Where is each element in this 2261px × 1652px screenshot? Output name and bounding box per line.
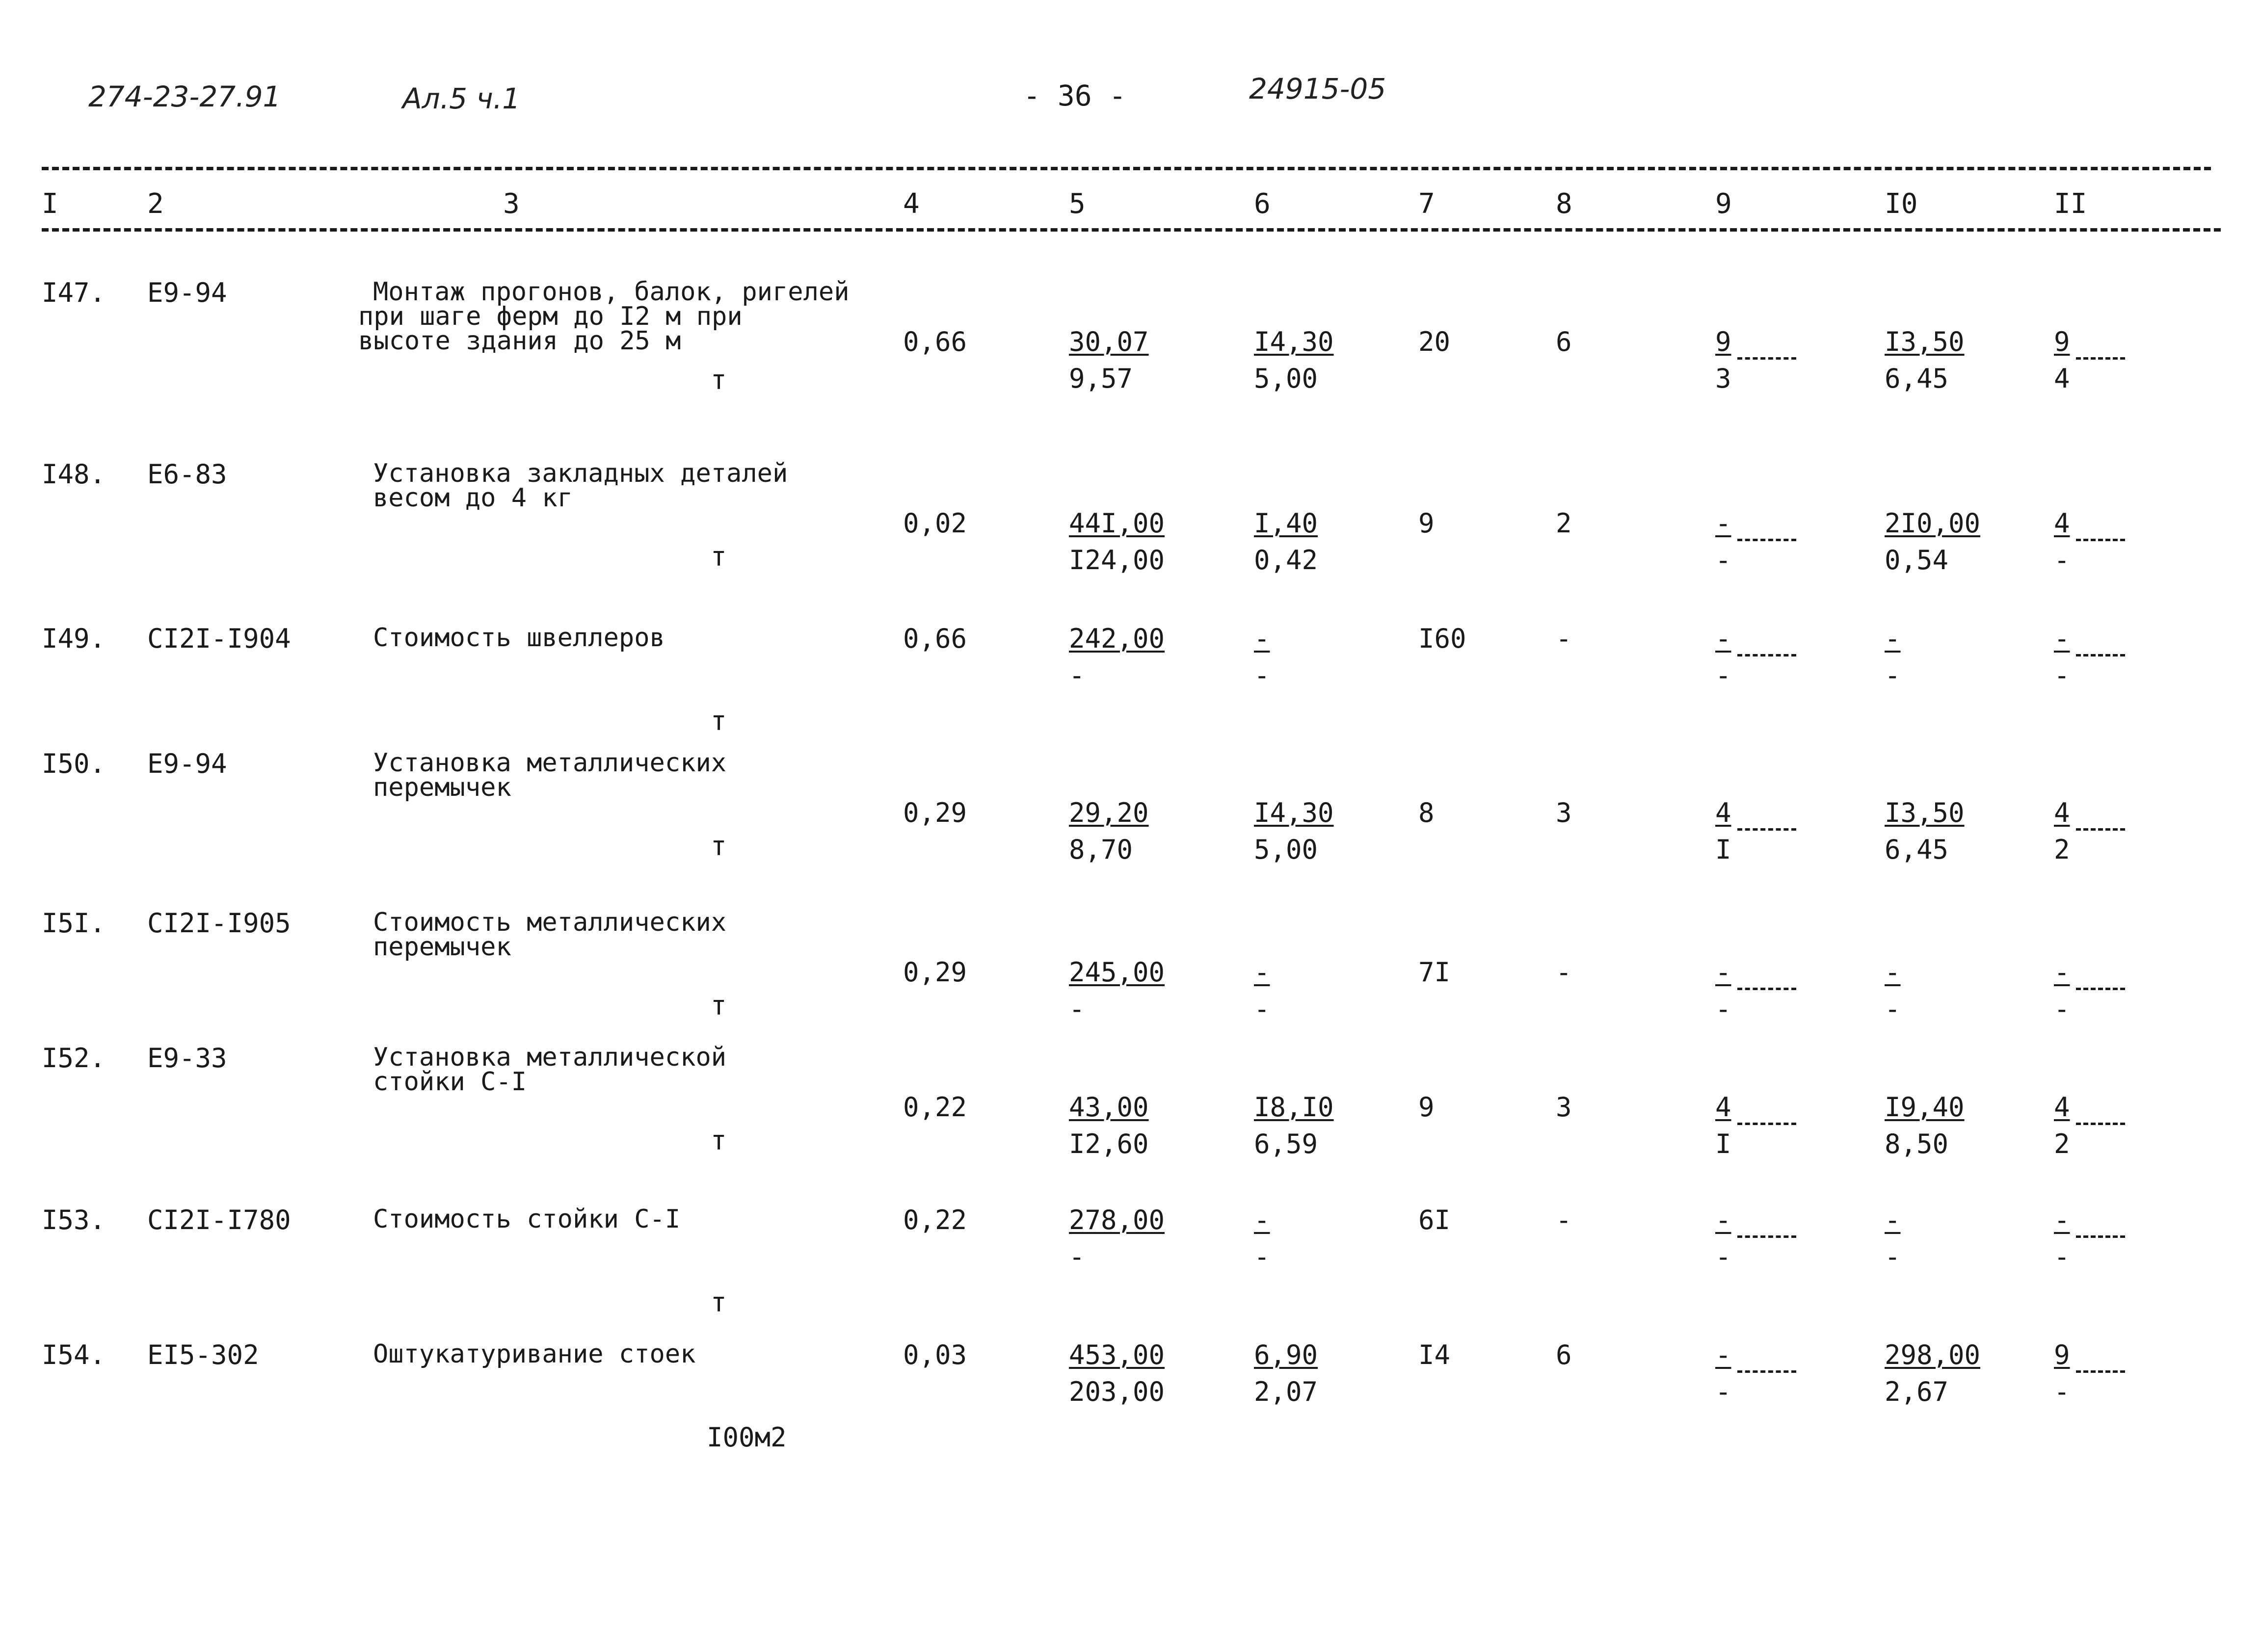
col10-value-numerator: - (1885, 957, 1901, 988)
work-description-line: Установка закладных деталей (373, 459, 788, 488)
unit-cost-denominator: I2,60 (1069, 1128, 1149, 1159)
work-description-line: Оштукатуривание стоек (373, 1339, 696, 1369)
unit-cost-numerator: 44I,00 (1069, 508, 1165, 539)
rate-code: CI2I-I905 (147, 908, 291, 939)
col9-value-numerator: - (1715, 623, 1731, 654)
unit-cost-numerator: 29,20 (1069, 797, 1149, 828)
col9-value-numerator: - (1715, 508, 1731, 539)
work-description-line: Стоимость швеллеров (373, 623, 665, 653)
col9-value-numerator: 9 (1715, 326, 1731, 357)
labor-hours: 9 (1418, 508, 1435, 539)
row-number: I50. (42, 748, 106, 779)
rate-code: CI2I-I904 (147, 623, 291, 654)
unit-of-measure: т (711, 1287, 727, 1318)
col10-value-numerator: - (1885, 623, 1901, 654)
column-header: II (2054, 188, 2087, 220)
labor-hours: 6I (1418, 1205, 1451, 1235)
unit-cost-denominator: 203,00 (1069, 1376, 1165, 1407)
column-header: 9 (1715, 188, 1732, 220)
machine-hours: 2 (1556, 508, 1572, 539)
fraction-blank-line (2076, 654, 2125, 656)
wage-cost-denominator: 2,07 (1254, 1376, 1318, 1407)
col11-value-denominator: 2 (2054, 1128, 2070, 1159)
rate-code: EI5-302 (147, 1339, 259, 1370)
col11-value-numerator: - (2054, 957, 2070, 988)
col10-value-denominator: - (1885, 660, 1901, 691)
fraction-blank-line (2076, 828, 2125, 831)
col11-value-denominator: - (2054, 1376, 2070, 1407)
column-header: 7 (1418, 188, 1435, 220)
col11-value-numerator: 4 (2054, 1092, 2070, 1123)
unit-cost-numerator: 278,00 (1069, 1205, 1165, 1235)
col10-value-denominator: 6,45 (1885, 363, 1949, 394)
wage-cost-numerator: I,40 (1254, 508, 1318, 539)
labor-hours: 20 (1418, 326, 1451, 357)
wage-cost-numerator: - (1254, 623, 1270, 654)
wage-cost-denominator: - (1254, 994, 1270, 1024)
quantity: 0,22 (903, 1092, 967, 1123)
machine-hours: 3 (1556, 797, 1572, 828)
unit-cost-numerator: 245,00 (1069, 957, 1165, 988)
work-description-line: Установка металлической (373, 1043, 727, 1072)
quantity: 0,22 (903, 1205, 967, 1235)
wage-cost-denominator: - (1254, 660, 1270, 691)
col10-value-numerator: - (1885, 1205, 1901, 1235)
column-header: I (42, 188, 58, 220)
fraction-blank-line (2076, 357, 2125, 360)
unit-of-measure: I00м2 (707, 1422, 787, 1453)
row-number: I47. (42, 277, 106, 308)
fraction-blank-line (1737, 1235, 1796, 1238)
unit-of-measure: т (711, 990, 727, 1021)
col9-value-denominator: I (1715, 834, 1731, 865)
unit-cost-numerator: 453,00 (1069, 1339, 1165, 1370)
work-description-line: Установка металлических (373, 748, 727, 778)
unit-cost-denominator: - (1069, 994, 1085, 1024)
col9-value-denominator: - (1715, 994, 1731, 1024)
fraction-blank-line (2076, 988, 2125, 990)
column-header: 4 (903, 188, 920, 220)
col9-value-numerator: - (1715, 1205, 1731, 1235)
col9-value-numerator: - (1715, 1339, 1731, 1370)
labor-hours: 9 (1418, 1092, 1435, 1123)
wage-cost-numerator: I8,I0 (1254, 1092, 1334, 1123)
col11-value-denominator: 2 (2054, 834, 2070, 865)
rate-code: E9-33 (147, 1043, 227, 1074)
unit-cost-numerator: 43,00 (1069, 1092, 1149, 1123)
machine-hours: 6 (1556, 326, 1572, 357)
row-number: I52. (42, 1043, 106, 1074)
col11-value-denominator: - (2054, 1241, 2070, 1272)
unit-cost-denominator: - (1069, 660, 1085, 691)
column-header: I0 (1885, 188, 1918, 220)
column-header: 3 (503, 188, 520, 220)
stamp-number: 24915-05 (1249, 72, 1386, 105)
col9-value-denominator: 3 (1715, 363, 1731, 394)
quantity: 0,03 (903, 1339, 967, 1370)
col11-value-numerator: 4 (2054, 797, 2070, 828)
col10-value-denominator: 8,50 (1885, 1128, 1949, 1159)
header-bottom-rule (42, 228, 2221, 232)
unit-of-measure: т (711, 706, 727, 736)
col11-value-numerator: 9 (2054, 1339, 2070, 1370)
column-header: 2 (147, 188, 164, 220)
col11-value-denominator: - (2054, 545, 2070, 576)
col10-value-numerator: I3,50 (1885, 326, 1965, 357)
fraction-blank-line (1737, 357, 1796, 360)
sheet-reference: Ал.5 ч.1 (402, 82, 521, 115)
row-number: I53. (42, 1205, 106, 1235)
wage-cost-numerator: - (1254, 957, 1270, 988)
column-header: 6 (1254, 188, 1271, 220)
col9-value-denominator: I (1715, 1128, 1731, 1159)
col10-value-denominator: 2,67 (1885, 1376, 1949, 1407)
unit-cost-numerator: 30,07 (1069, 326, 1149, 357)
work-description-line: перемычек (373, 773, 511, 802)
work-description-line: Монтаж прогонов, балок, ригелей (373, 277, 850, 307)
column-header: 5 (1069, 188, 1086, 220)
unit-of-measure: т (711, 831, 727, 862)
machine-hours: - (1556, 1205, 1572, 1235)
work-description-line: весом до 4 кг (373, 483, 573, 513)
col10-value-numerator: 298,00 (1885, 1339, 1981, 1370)
col9-value-numerator: 4 (1715, 1092, 1731, 1123)
doc-code: 274-23-27.91 (88, 80, 281, 113)
rate-code: E9-94 (147, 277, 227, 308)
row-number: I48. (42, 459, 106, 490)
header-top-rule (42, 167, 2211, 170)
col9-value-denominator: - (1715, 1241, 1731, 1272)
col9-value-denominator: - (1715, 660, 1731, 691)
wage-cost-denominator: - (1254, 1241, 1270, 1272)
col10-value-denominator: - (1885, 994, 1901, 1024)
work-description-line: Стоимость металлических (373, 908, 727, 937)
work-description-line: перемычек (373, 932, 511, 962)
labor-hours: I4 (1418, 1339, 1451, 1370)
fraction-blank-line (2076, 1370, 2125, 1373)
unit-cost-numerator: 242,00 (1069, 623, 1165, 654)
row-number: I5I. (42, 908, 106, 939)
fraction-blank-line (1737, 988, 1796, 990)
rate-code: E9-94 (147, 748, 227, 779)
col10-value-numerator: I9,40 (1885, 1092, 1965, 1123)
col9-value-numerator: 4 (1715, 797, 1731, 828)
fraction-blank-line (1737, 1123, 1796, 1125)
col11-value-denominator: - (2054, 660, 2070, 691)
col9-value-denominator: - (1715, 1376, 1731, 1407)
unit-cost-denominator: - (1069, 1241, 1085, 1272)
labor-hours: 8 (1418, 797, 1435, 828)
col10-value-denominator: 0,54 (1885, 545, 1949, 576)
fraction-blank-line (2076, 1235, 2125, 1238)
labor-hours: I60 (1418, 623, 1466, 654)
unit-of-measure: т (711, 541, 727, 572)
wage-cost-numerator: I4,30 (1254, 797, 1334, 828)
col11-value-denominator: 4 (2054, 363, 2070, 394)
machine-hours: 3 (1556, 1092, 1572, 1123)
col10-value-denominator: - (1885, 1241, 1901, 1272)
unit-cost-denominator: I24,00 (1069, 545, 1165, 576)
wage-cost-numerator: - (1254, 1205, 1270, 1235)
quantity: 0,29 (903, 797, 967, 828)
col10-value-numerator: I3,50 (1885, 797, 1965, 828)
unit-cost-denominator: 9,57 (1069, 363, 1133, 394)
column-header: 8 (1556, 188, 1572, 220)
fraction-blank-line (2076, 539, 2125, 541)
machine-hours: - (1556, 623, 1572, 654)
unit-of-measure: т (711, 1125, 727, 1156)
wage-cost-numerator: 6,90 (1254, 1339, 1318, 1370)
col11-value-numerator: - (2054, 1205, 2070, 1235)
wage-cost-denominator: 5,00 (1254, 834, 1318, 865)
fraction-blank-line (2076, 1123, 2125, 1125)
fraction-blank-line (1737, 654, 1796, 656)
wage-cost-denominator: 0,42 (1254, 545, 1318, 576)
work-description-line: Стоимость стойки С-I (373, 1205, 681, 1234)
wage-cost-numerator: I4,30 (1254, 326, 1334, 357)
unit-cost-denominator: 8,70 (1069, 834, 1133, 865)
col11-value-numerator: 9 (2054, 326, 2070, 357)
quantity: 0,66 (903, 623, 967, 654)
row-number: I54. (42, 1339, 106, 1370)
rate-code: E6-83 (147, 459, 227, 490)
quantity: 0,29 (903, 957, 967, 988)
work-description-line: высоте здания до 25 м (358, 326, 681, 356)
col9-value-denominator: - (1715, 545, 1731, 576)
wage-cost-denominator: 6,59 (1254, 1128, 1318, 1159)
quantity: 0,66 (903, 326, 967, 357)
fraction-blank-line (1737, 1370, 1796, 1373)
page-number: - 36 - (1023, 79, 1126, 112)
col11-value-numerator: - (2054, 623, 2070, 654)
machine-hours: 6 (1556, 1339, 1572, 1370)
work-description-line: стойки С-I (373, 1067, 527, 1097)
col9-value-numerator: - (1715, 957, 1731, 988)
rate-code: CI2I-I780 (147, 1205, 291, 1235)
wage-cost-denominator: 5,00 (1254, 363, 1318, 394)
unit-of-measure: т (711, 365, 727, 395)
fraction-blank-line (1737, 539, 1796, 541)
machine-hours: - (1556, 957, 1572, 988)
row-number: I49. (42, 623, 106, 654)
fraction-blank-line (1737, 828, 1796, 831)
labor-hours: 7I (1418, 957, 1451, 988)
col10-value-numerator: 2I0,00 (1885, 508, 1981, 539)
col10-value-denominator: 6,45 (1885, 834, 1949, 865)
quantity: 0,02 (903, 508, 967, 539)
col11-value-numerator: 4 (2054, 508, 2070, 539)
work-description-line: при шаге ферм до I2 м при (358, 302, 743, 331)
col11-value-denominator: - (2054, 994, 2070, 1024)
